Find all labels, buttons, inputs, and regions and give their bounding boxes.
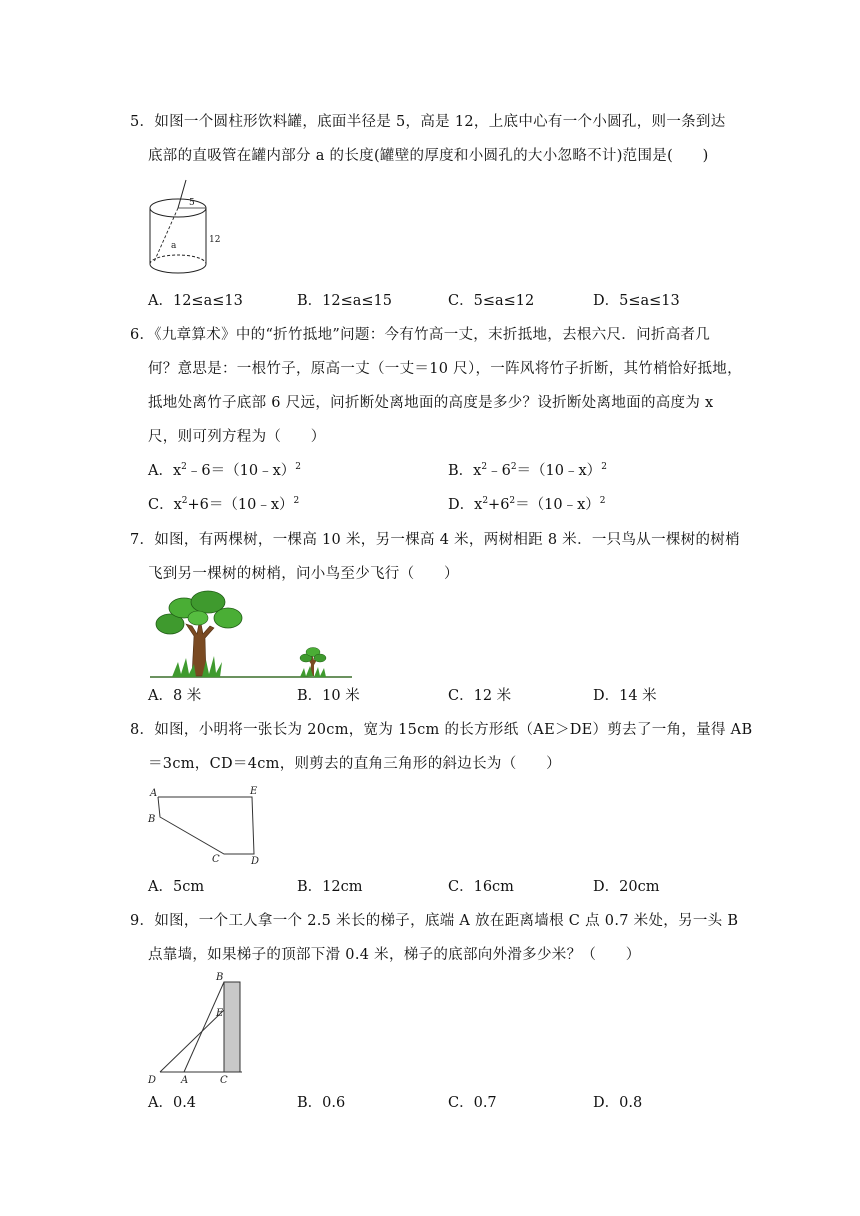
q8-text-line-2: ＝3cm，CD＝4cm，则剪去的直角三角形的斜边长为（ ） xyxy=(148,756,561,772)
q5-option-a[interactable]: A．12≤a≤13 xyxy=(148,293,243,309)
q6-text-line-4: 尺，则可列方程为（ ） xyxy=(148,429,326,445)
q8-text-line-1: 8．如图，小明将一张长为 20cm，宽为 15cm 的长方形纸（AE＞DE）剪去了一角，量得 AB xyxy=(130,722,753,738)
q9-label-d: D xyxy=(148,1075,157,1086)
q6-option-c[interactable]: C．$x^2+6=(10﹣x)^2$ xyxy=(148,496,300,513)
q7-text-line-2: 飞到另一棵树的树梢，问小鸟至少飞行（ ） xyxy=(148,566,459,582)
q9-label-b: B xyxy=(216,972,224,983)
q7-option-b[interactable]: B．10 米 xyxy=(297,688,360,704)
q5-label-radius: 5 xyxy=(189,198,195,208)
q7-option-c[interactable]: C．12 米 xyxy=(448,688,512,704)
q6-text-line-2: 何？意思是：一根竹子，原高一丈（一丈＝10 尺），一阵风将竹子折断，其竹梢恰好抵地， xyxy=(148,361,742,377)
q5-label-a: a xyxy=(171,241,177,251)
q8-paper-figure xyxy=(144,782,269,868)
q9-label-e: E xyxy=(216,1008,224,1019)
q7-option-a[interactable]: A．8 米 xyxy=(148,688,202,704)
q7-trees-figure xyxy=(148,588,354,680)
q9-label-c: C xyxy=(220,1075,228,1086)
q9-option-b[interactable]: B．0.6 xyxy=(297,1095,346,1111)
q9-option-c[interactable]: C．0.7 xyxy=(448,1095,497,1111)
q8-label-b: B xyxy=(148,814,156,825)
q8-label-e: E xyxy=(250,786,258,797)
q5-cylinder-figure xyxy=(140,176,230,276)
q8-label-a: A xyxy=(150,788,158,799)
q6-text-line-3: 抵地处离竹子底部 6 尺远，问折断处离地面的高度是多少？设折断处离地面的高度为 x xyxy=(148,395,714,411)
q5-option-b[interactable]: B．12≤a≤15 xyxy=(297,293,393,309)
q8-option-c[interactable]: C．16cm xyxy=(448,879,514,895)
q9-option-d[interactable]: D．0.8 xyxy=(593,1095,643,1111)
q5-option-c[interactable]: C．5≤a≤12 xyxy=(448,293,535,309)
q8-option-a[interactable]: A．5cm xyxy=(148,879,205,895)
q6-option-a[interactable]: A．$x^2﹣6=(10﹣x)^2$ xyxy=(148,462,301,479)
q9-label-a: A xyxy=(181,1075,189,1086)
q8-option-b[interactable]: B．12cm xyxy=(297,879,363,895)
q9-text-line-1: 9．如图，一个工人拿一个 2.5 米长的梯子，底端 A 放在距离墙根 C 点 0.7 米处，另一头 B xyxy=(130,913,739,929)
q5-text-line-2: 底部的直吸管在罐内部分 a 的长度(罐壁的厚度和小圆孔的大小忽略不计)范围是( ) xyxy=(148,148,709,164)
q9-text-line-2: 点靠墙，如果梯子的顶部下滑 0.4 米，梯子的底部向外滑多少米？（ ） xyxy=(148,947,641,963)
q5-text-line-1: 5．如图一个圆柱形饮料罐，底面半径是 5，高是 12，上底中心有一个小圆孔，则一条到达 xyxy=(130,114,726,130)
q8-label-c: C xyxy=(212,854,220,865)
q8-option-d[interactable]: D．20cm xyxy=(593,879,660,895)
q9-ladder-figure xyxy=(144,968,254,1088)
q6-text-line-1: 6．《九章算术》中的“折竹抵地”问题：今有竹高一丈，末折抵地，去根六尺．问折高者几 xyxy=(130,327,711,343)
q7-text-line-1: 7．如图，有两棵树，一棵高 10 米，另一棵高 4 米，两树相距 8 米．一只鸟从一棵树的树梢 xyxy=(130,532,740,548)
q9-option-a[interactable]: A．0.4 xyxy=(148,1095,197,1111)
q6-option-b[interactable]: B．$x^2﹣6^2=(10﹣x)^2$ xyxy=(448,462,607,479)
q5-label-height: 12 xyxy=(209,235,221,245)
q5-option-d[interactable]: D．5≤a≤13 xyxy=(593,293,680,309)
q6-option-d[interactable]: D．$x^2+6^2=(10﹣x)^2$ xyxy=(448,496,606,513)
q7-option-d[interactable]: D．14 米 xyxy=(593,688,657,704)
q8-label-d: D xyxy=(251,856,260,867)
